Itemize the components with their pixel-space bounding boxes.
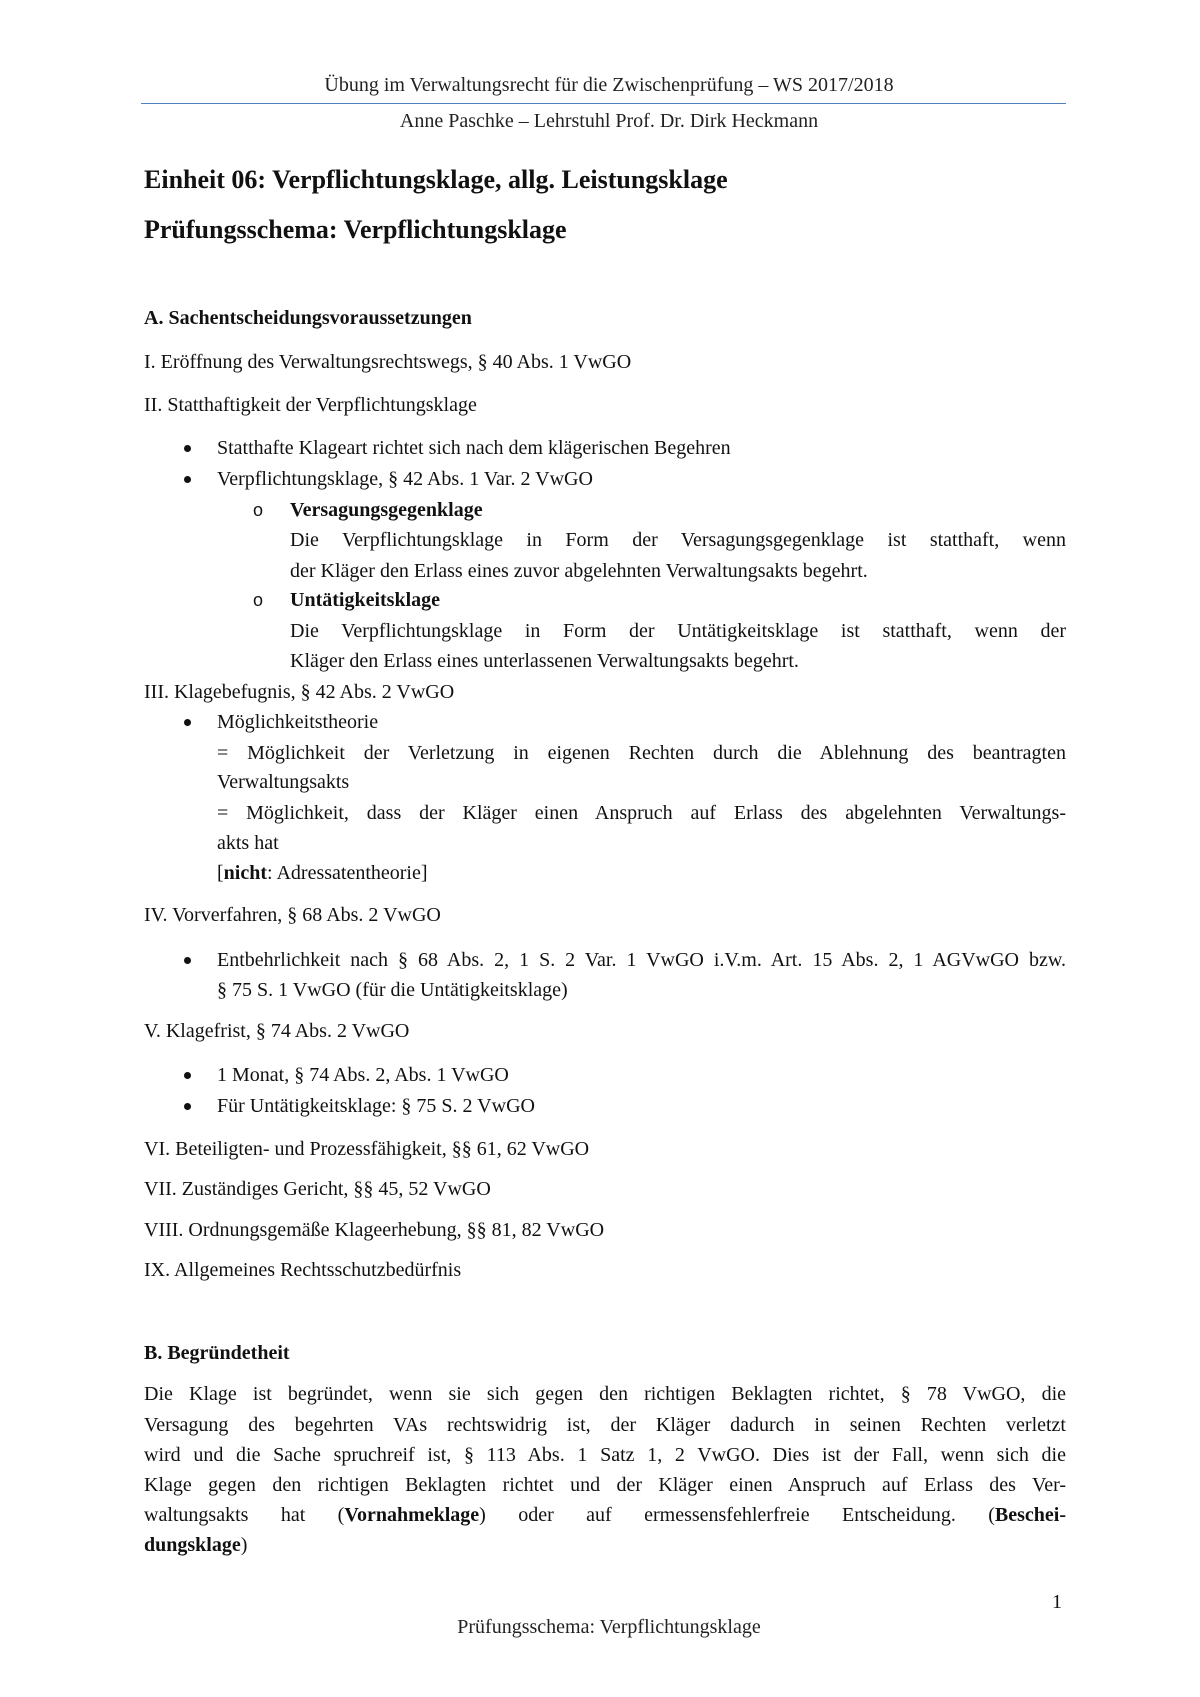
- text: ): [240, 1534, 248, 1556]
- header-author: Anne Paschke – Lehrstuhl Prof. Dr. Dirk Heckmann: [399, 110, 819, 132]
- emphasis: dungsklage: [144, 1534, 241, 1556]
- bullet-icon: [184, 445, 191, 452]
- footer-text: Prüfungsschema: Verpflichtungsklage: [457, 1616, 761, 1638]
- item-iii: III. Klagebefugnis, § 42 Abs. 2 VwGO: [144, 681, 455, 703]
- item-ix: IX. Allgemeines Rechtsschutzbedürfnis: [144, 1259, 462, 1281]
- bullet-text: Entbehrlichkeit nach § 68 Abs. 2, 1 S. 2 Var. 1 VwGO i.V.m. Art. 15 Abs. 2, 1 AGVwGO bzw.: [217, 949, 1066, 971]
- item-vii: VII. Zuständiges Gericht, §§ 45, 52 VwGO: [144, 1178, 491, 1200]
- item-ii: II. Statthaftigkeit der Verpflichtungsklage: [144, 394, 477, 416]
- item-v: V. Klagefrist, § 74 Abs. 2 VwGO: [144, 1020, 410, 1042]
- page-number: 1: [1052, 1591, 1062, 1613]
- versagung-title: Versagungsgegenklage: [290, 499, 483, 521]
- bullet-text: Verpflichtungsklage, § 42 Abs. 1 Var. 2 VwGO: [217, 468, 593, 490]
- untaetig-text: Die Verpflichtungsklage in Form der Untätigkeitsklage ist statthaft, wenn der: [290, 620, 1066, 642]
- bullet-text: Statthafte Klageart richtet sich nach dem klägerischen Begehren: [217, 437, 731, 459]
- paragraph-line: [144, 1533, 247, 1557]
- section-b-heading: B. Begründetheit: [144, 1342, 290, 1364]
- bracket: [: [217, 862, 224, 884]
- page-title: Einheit 06: Verpflichtungsklage, allg. Leistungsklage: [144, 165, 728, 194]
- bullet-text: § 75 S. 1 VwGO (für die Untätigkeitsklage): [217, 979, 568, 1001]
- paragraph-line: Klage gegen den richtigen Beklagten richtet und der Kläger einen Anspruch auf Erlass des Ver-: [144, 1474, 1066, 1496]
- bullet-icon: [184, 719, 191, 726]
- text: ) oder auf ermessensfehlerfreie Entscheidung. (: [479, 1504, 995, 1526]
- item-iv: IV. Vorverfahren, § 68 Abs. 2 VwGO: [144, 904, 441, 926]
- theory-line: = Möglichkeit der Verletzung in eigenen Rechten durch die Ablehnung des beantragten: [217, 742, 1066, 764]
- item-vi: VI. Beteiligten- und Prozessfähigkeit, §§ 61, 62 VwGO: [144, 1138, 590, 1160]
- sub-bullet-marker: o: [253, 590, 264, 610]
- bullet-text: Für Untätigkeitsklage: § 75 S. 2 VwGO: [217, 1095, 535, 1117]
- theory-line: Verwaltungsakts: [217, 771, 350, 793]
- paragraph-line: [144, 1503, 1066, 1527]
- item-viii: VIII. Ordnungsgemäße Klageerhebung, §§ 81, 82 VwGO: [144, 1219, 605, 1241]
- paragraph-line: Versagung des begehrten VAs rechtswidrig ist, der Kläger dadurch in seinen Rechten verletzt: [144, 1414, 1066, 1436]
- header-divider: [141, 103, 1066, 104]
- untaetig-text: Kläger den Erlass eines unterlassenen Verwaltungsakts begehrt.: [290, 650, 799, 672]
- paragraph-line: Die Klage ist begründet, wenn sie sich gegen den richtigen Beklagten richtet, § 78 VwGO, die: [144, 1383, 1066, 1405]
- bullet-icon: [184, 957, 191, 964]
- paragraph-line: wird und die Sache spruchreif ist, § 113 Abs. 1 Satz 1, 2 VwGO. Dies ist der Fall, wenn sich die: [144, 1444, 1066, 1466]
- page-subtitle: Prüfungsschema: Verpflichtungsklage: [144, 215, 567, 244]
- versagung-text: der Kläger den Erlass eines zuvor abgelehnten Verwaltungsakts begehrt.: [290, 560, 868, 582]
- emphasis: Vornahmeklage: [344, 1504, 480, 1526]
- bullet-text: Möglichkeitstheorie: [217, 711, 379, 733]
- emphasis: Beschei-: [994, 1504, 1066, 1526]
- text: : Adressatentheorie]: [267, 862, 428, 884]
- bullet-text: 1 Monat, § 74 Abs. 2, Abs. 1 VwGO: [217, 1064, 509, 1086]
- section-a-heading: A. Sachentscheidungsvoraussetzungen: [144, 307, 472, 329]
- header-course: Übung im Verwaltungsrecht für die Zwischenprüfung – WS 2017/2018: [324, 74, 894, 96]
- bullet-icon: [184, 476, 191, 483]
- bullet-icon: [184, 1072, 191, 1079]
- not-addressee-theory: [217, 861, 428, 885]
- theory-line: = Möglichkeit, dass der Kläger einen Anspruch auf Erlass des abgelehnten Verwaltungs-: [217, 802, 1066, 824]
- theory-line: akts hat: [217, 832, 279, 854]
- bullet-icon: [184, 1103, 191, 1110]
- untaetig-title: Untätigkeitsklage: [290, 589, 440, 611]
- item-i: I. Eröffnung des Verwaltungsrechtswegs, § 40 Abs. 1 VwGO: [144, 351, 632, 373]
- emphasis: nicht: [223, 862, 268, 884]
- versagung-text: Die Verpflichtungsklage in Form der Versagungsgegenklage ist statthaft, wenn: [290, 529, 1066, 551]
- text: waltungsakts hat (: [144, 1504, 345, 1526]
- sub-bullet-marker: o: [253, 500, 264, 520]
